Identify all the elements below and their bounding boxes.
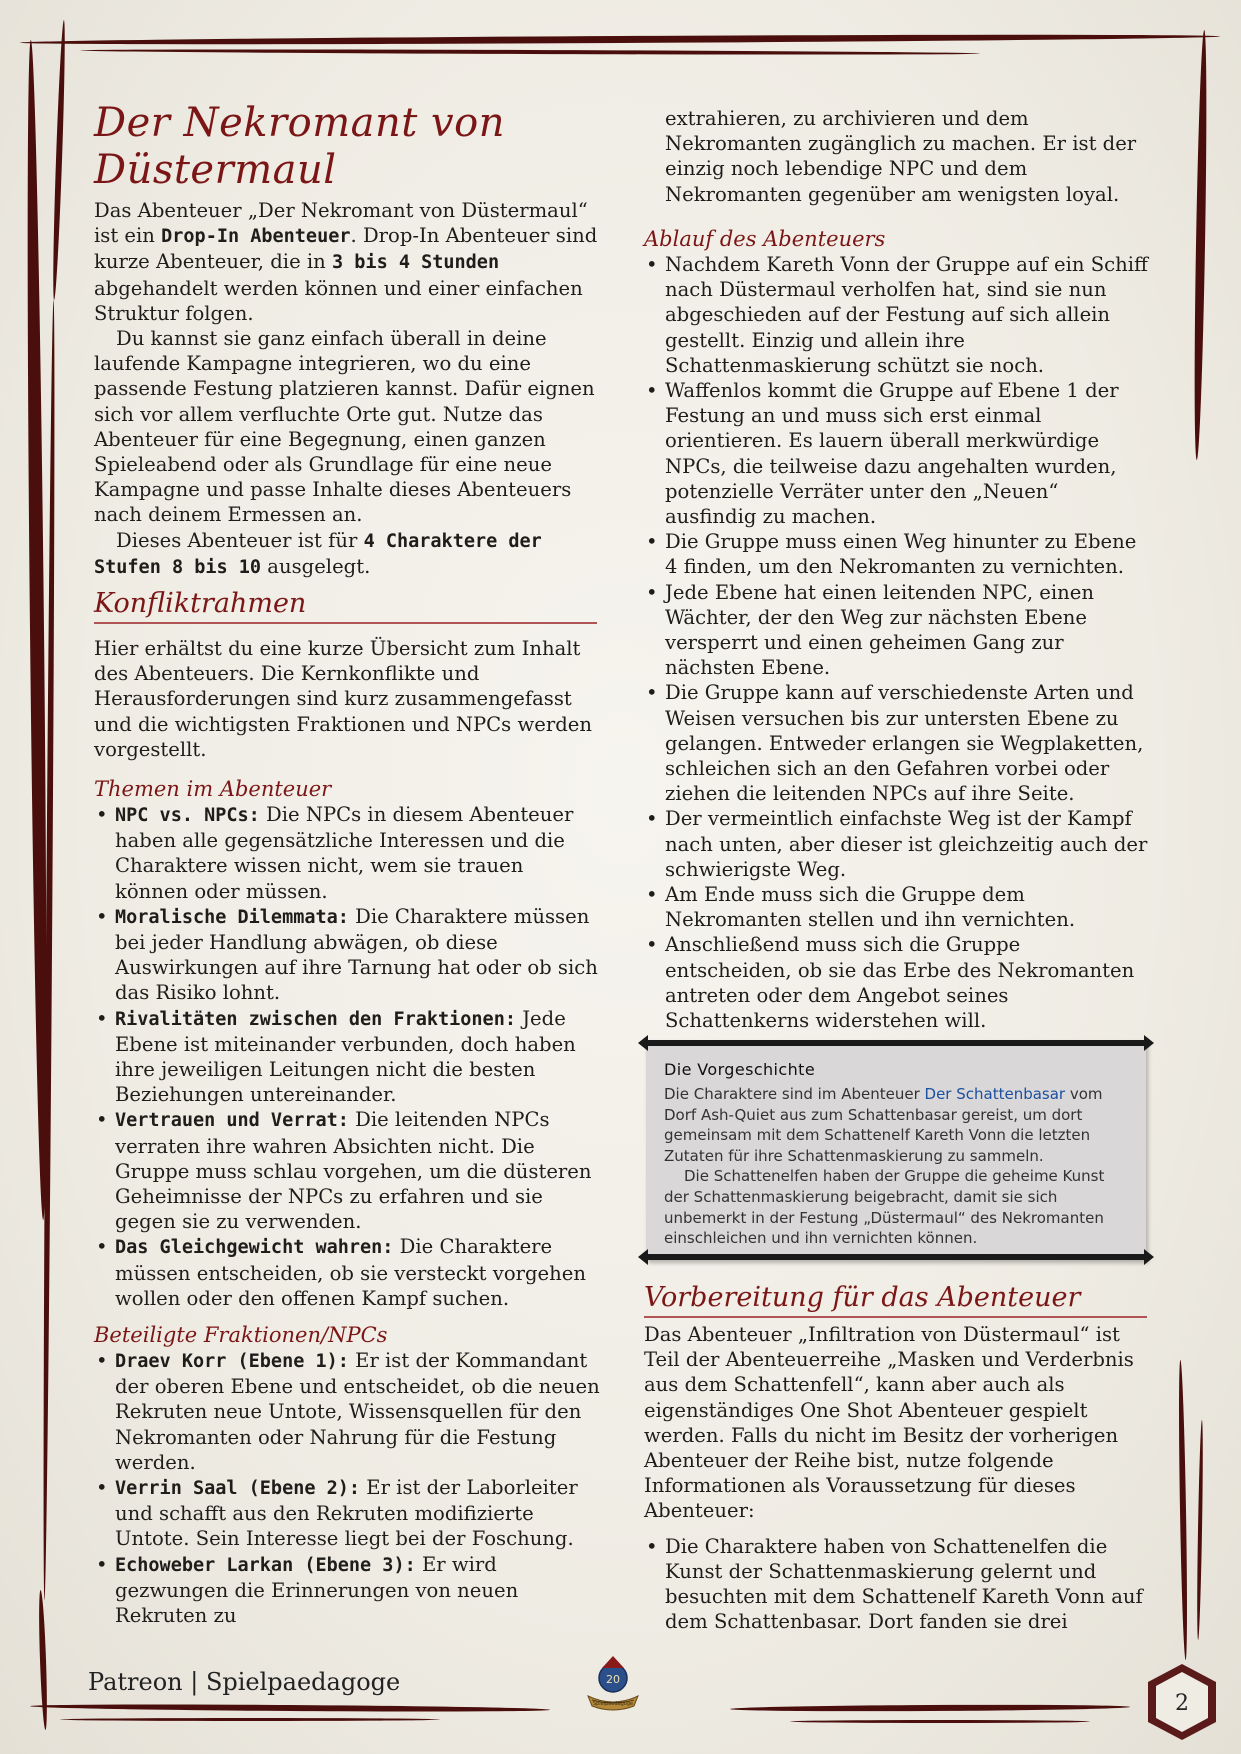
themen-list xyxy=(94,802,600,1311)
vorbereitung-list xyxy=(644,1534,1147,1635)
ablauf-section xyxy=(644,226,1150,1033)
list-item: • Nachdem Kareth Vonn der Gruppe auf ein Schiff nach Düstermaul verholfen hat, sind sie nun abgeschieden auf der Festung auf sich allein gestellt. Einzig und allein ihre Schattenmaskierung schützt sie noch. xyxy=(644,252,1150,378)
list-item: • Die Gruppe kann auf verschiedenste Arten und Weisen versuchen bis zur untersten Ebene zu gelangen. Entweder erlangen sie Wegplaketten, schleichen sich an den Gefahren vorbei oder ziehen die leitenden NPCs auf ihre Seite. xyxy=(644,680,1150,806)
konflikt-section xyxy=(94,588,597,762)
list-item: • Am Ende muss sich die Gruppe dem Nekromanten stellen und ihn vernichten. xyxy=(644,882,1150,932)
page-number-badge xyxy=(1140,1660,1224,1744)
intro-paragraph-1: Das Abenteuer „Der Nekromant von Düstermaul“ ist ein Drop-In Abenteuer. Drop-In Abenteuer sind kurze Abenteuer, die in 3 bis 4 Stunden abgehandelt werden können und einer einfachen Struktur folgen. xyxy=(94,199,598,325)
list-item: • Draev Korr (Ebene 1): Er ist der Kommandant der oberen Ebene und entscheidet, ob die neuen Rekruten neue Untote, Wissensquellen für den Nekromanten oder Nahrung für die Festung werden. xyxy=(94,1348,600,1475)
sidebar-bottom-bar xyxy=(644,1254,1148,1260)
svg-text:20: 20 xyxy=(606,1673,620,1686)
list-item: • Jede Ebene hat einen leitenden NPC, einen Wächter, der den Weg zur nächsten Ebene versperrt und einen geheimen Gang zur nächsten Ebene. xyxy=(644,580,1150,681)
vorbereitung-text: Das Abenteuer „Infiltration von Düstermaul“ ist Teil der Abenteuerreihe „Masken und Verderbnis aus dem Schattenfell“, kann aber auch als eigenständiges One Shot Abenteuer gespielt werden. Falls du nicht im Besitz der vorherigen Abenteuer der Reihe bist, nutze folgende Informationen als Voraussetzung für dieses Abenteuer: xyxy=(644,1323,1134,1523)
vorgeschichte-sidebar xyxy=(646,1040,1146,1260)
spielpaedagoge-logo xyxy=(580,1650,646,1716)
list-item: • Vertrauen und Verrat: Die leitenden NPCs verraten ihre wahren Absichten nicht. Die Gruppe muss schlau vorgehen, um die düsteren Geheimnisse der NPCs zu erfahren und sie gegen sie zu verwenden. xyxy=(94,1107,600,1234)
list-item: • Verrin Saal (Ebene 2): Er ist der Laborleiter und schafft aus den Rekruten modifizierte Untote. Sein Interesse liegt bei der Foschung. xyxy=(94,1475,600,1552)
intro-paragraph-2: Du kannst sie ganz einfach überall in deine laufende Kampagne integrieren, wo du eine passende Festung platzieren kannst. Dafür eignen sich vor allem verfluchte Orte gut. Nutze das Abenteuer für eine Begegnung, einen ganzen Spieleabend oder als Grundlage für eine neue Kampagne und passe Inhalte dieses Abenteuers nach deinem Ermessen an. xyxy=(94,327,595,527)
page-title: Der Nekromant von Düstermaul xyxy=(94,100,505,193)
list-item: • Das Gleichgewicht wahren: Die Charaktere müssen entscheiden, ob sie versteckt vorgehen wollen oder den offenen Kampf suchen. xyxy=(94,1234,600,1311)
sidebar-top-bar xyxy=(644,1040,1148,1046)
vorbereitung-section xyxy=(644,1282,1147,1634)
ablauf-list xyxy=(644,252,1150,1033)
intro-paragraph-3: Dieses Abenteuer ist für 4 Charaktere der Stufen 8 bis 10 ausgelegt. xyxy=(94,528,542,578)
themen-heading: Themen im Abenteuer xyxy=(94,777,332,801)
vorbereitung-heading: Vorbereitung für das Abenteuer xyxy=(644,1282,1147,1318)
page-number: 2 xyxy=(1175,1691,1189,1716)
ablauf-heading: Ablauf des Abenteuers xyxy=(644,227,886,251)
fraktionen-list xyxy=(94,1348,600,1628)
right-top-text: extrahieren, zu archivieren und dem Nekromanten zugänglich zu machen. Er ist der einzig noch lebendige NPC und dem Nekromanten gegenüber am wenigsten loyal. xyxy=(665,107,1137,206)
schattenbasar-link[interactable]: Der Schattenbasar xyxy=(924,1085,1066,1103)
list-item: • Waffenlos kommt die Gruppe auf Ebene 1 der Festung an und muss sich erst einmal orientieren. Es lauern überall merkwürdige NPCs, die teilweise dazu angehalten wurden, potenzielle Verräter unter den „Neuen“ ausfindig zu machen. xyxy=(644,378,1150,529)
list-item: • Moralische Dilemmata: Die Charaktere müssen bei jeder Handlung abwägen, ob diese Auswirkungen auf ihre Tarnung hat oder ob sich das Risiko lohnt. xyxy=(94,904,600,1006)
footer-credit: Patreon | Spielpaedagoge xyxy=(88,1668,401,1696)
list-item: • Die Gruppe muss einen Weg hinunter zu Ebene 4 finden, um den Nekromanten zu vernichten. xyxy=(644,529,1150,579)
sidebar-text: Die Charaktere sind im Abenteuer Der Schattenbasar vom Dorf Ash-Quiet aus zum Schattenbasar gereist, um dort gemeinsam mit dem Schattenelf Kareth Vonn die letzten Zutaten für ihre Schattenmaskierung zu sammeln. Die Schattenelfen haben der Gruppe die geheime Kunst der Schattenmaskierung beigebracht, damit sie sich unbemerkt in der Festung „Düstermaul“ des Nekromanten einschleichen und ihn vernichten können. xyxy=(664,1085,1105,1248)
sidebar-title: Die Vorgeschichte xyxy=(664,1060,816,1079)
list-item: • Echoweber Larkan (Ebene 3): Er wird gezwungen die Erinnerungen von neuen Rekruten zu xyxy=(94,1552,600,1629)
fraktionen-heading: Beteiligte Fraktionen/NPCs xyxy=(94,1323,388,1347)
konflikt-text: Hier erhältst du eine kurze Übersicht zum Inhalt des Abenteuers. Die Kernkonflikte und Herausforderungen sind kurz zusammengefasst und die wichtigsten Fraktionen und NPCs werden vorgestellt. xyxy=(94,637,592,761)
list-item: • Der vermeintlich einfachste Weg ist der Kampf nach unten, aber dieser ist gleichzeitig auch der schwierigste Weg. xyxy=(644,806,1150,882)
intro-section xyxy=(94,198,600,580)
fraktionen-section xyxy=(94,1322,600,1628)
konflikt-heading: Konfliktrahmen xyxy=(94,588,597,624)
list-item: • NPC vs. NPCs: Die NPCs in diesem Abenteuer haben alle gegensätzliche Interessen und die Charaktere wissen nicht, wem sie trauen können oder müssen. xyxy=(94,802,600,904)
list-item: • Anschließend muss sich die Gruppe entscheiden, ob sie das Erbe des Nekromanten antreten oder dem Angebot seines Schattenkerns widerstehen will. xyxy=(644,932,1150,1033)
list-item: • Die Charaktere haben von Schattenelfen die Kunst der Schattenmaskierung gelernt und besuchten mit dem Schattenelf Kareth Vonn auf dem Schattenbasar. Dort fanden sie drei xyxy=(644,1534,1147,1635)
themen-section xyxy=(94,776,600,1311)
list-item: • Rivalitäten zwischen den Fraktionen: Jede Ebene ist miteinander verbunden, doch haben ihre jeweiligen Leitungen nicht die besten Beziehungen untereinander. xyxy=(94,1006,600,1108)
svg-text:Spielpaedagoge: Spielpaedagoge xyxy=(592,1701,634,1707)
